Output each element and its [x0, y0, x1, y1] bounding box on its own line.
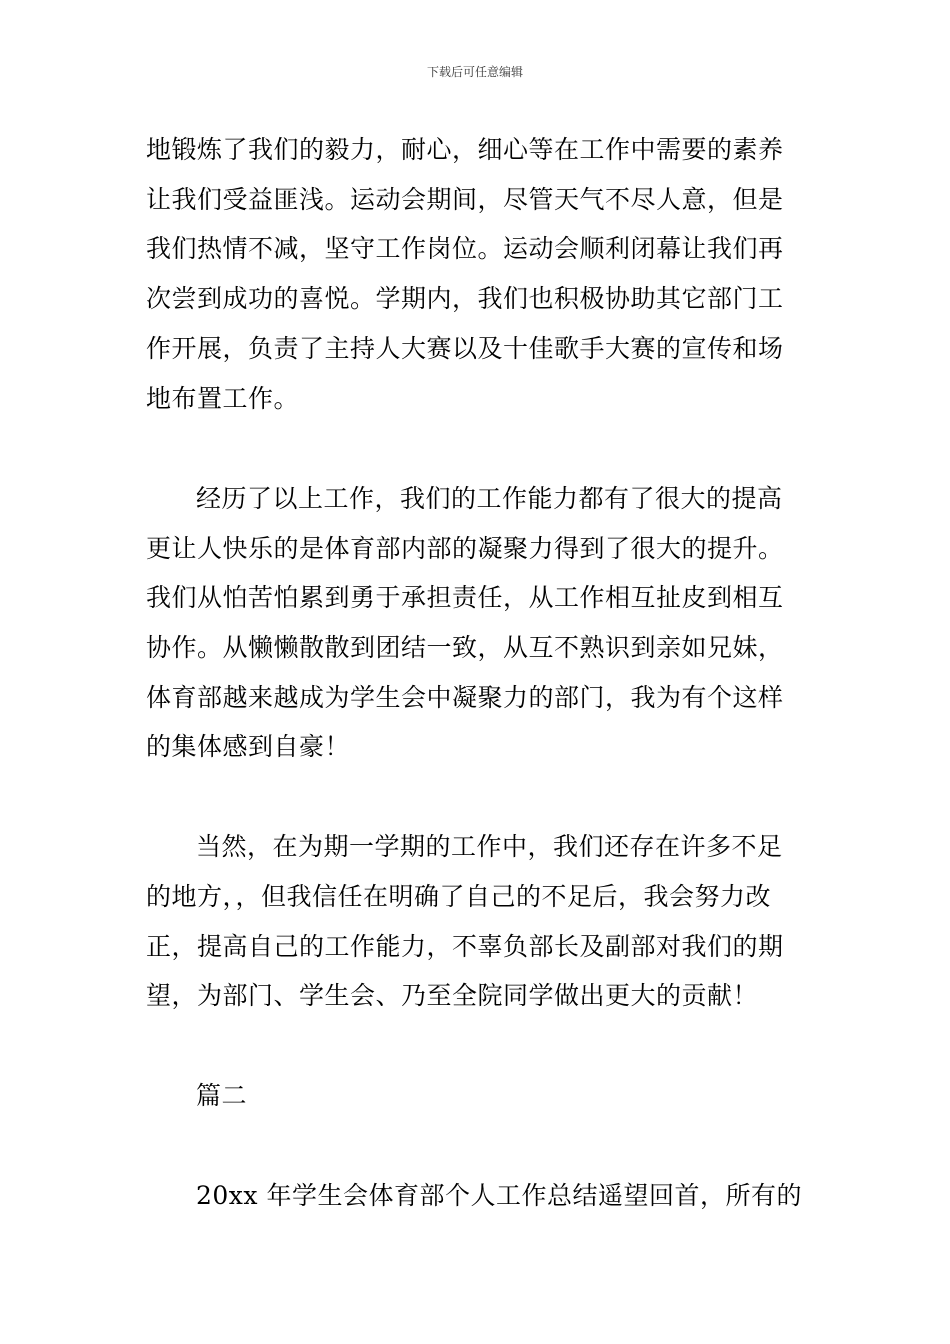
text-line: 篇二 [196, 1081, 248, 1110]
text-line: 地锻炼了我们的毅力，耐心，细心等在工作中需要的素养 [146, 135, 784, 164]
text-line: 我们热情不减，坚守工作岗位。运动会顺利闭幕让我们再 [146, 234, 784, 263]
text-line: 正，提高自己的工作能力，不辜负部长及副部对我们的期 [146, 932, 784, 961]
text-line: 的集体感到自豪！ [146, 732, 351, 761]
text-line: 作开展，负责了主持人大赛以及十佳歌手大赛的宣传和场 [146, 334, 784, 363]
text-line: 我们从怕苦怕累到勇于承担责任，从工作相互扯皮到相互 [146, 583, 784, 612]
text-line: 地布置工作。 [146, 384, 300, 413]
text-line: 更让人快乐的是体育部内部的凝聚力得到了很大的提升。 [146, 534, 784, 563]
text-line: 次尝到成功的喜悦。学期内，我们也积极协助其它部门工 [146, 284, 784, 313]
text-line: 望，为部门、学生会、乃至全院同学做出更大的贡献！ [146, 981, 759, 1010]
header-note: 下载后可任意编辑 [426, 65, 523, 79]
text-line: 当然，在为期一学期的工作中，我们还存在许多不足 [196, 832, 783, 861]
text-line: 20xx 年学生会体育部个人工作总结遥望回首，所有的 [196, 1181, 802, 1210]
text-line: 让我们受益匪浅。运动会期间，尽管天气不尽人意，但是 [146, 185, 784, 214]
text-line: 的地方，，但我信任在明确了自己的不足后，我会努力改 [146, 882, 772, 911]
text-line: 经历了以上工作，我们的工作能力都有了很大的提高 [196, 484, 783, 513]
text-line: 协作。从懒懒散散到团结一致，从互不熟识到亲如兄妹， [146, 633, 784, 662]
text-line: 体育部越来越成为学生会中凝聚力的部门，我为有个这样 [146, 683, 784, 712]
